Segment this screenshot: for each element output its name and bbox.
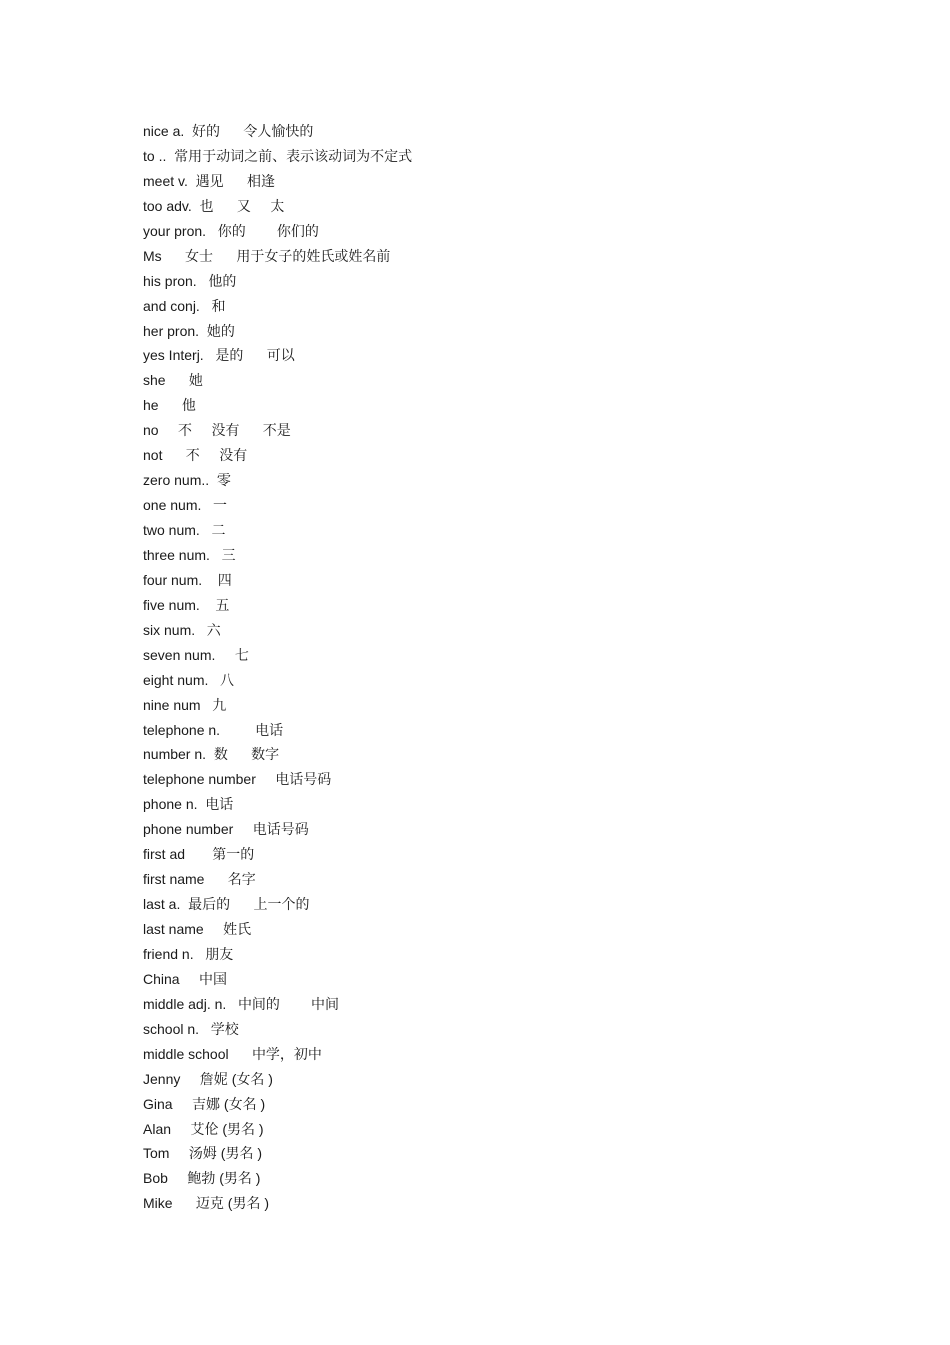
vocab-line: Tom 汤姆 (男名 ) bbox=[143, 1145, 262, 1162]
vocab-line: middle school 中学，初中 bbox=[143, 1045, 322, 1062]
vocab-line: last name 姓氏 bbox=[143, 921, 252, 937]
vocab-line: Jenny 詹妮 (女名 ) bbox=[143, 1070, 273, 1087]
vocab-line: no 不 没有 不是 bbox=[143, 422, 291, 439]
vocab-line: five num. 五 bbox=[143, 596, 230, 613]
vocab-line: telephone n. 电话 bbox=[143, 721, 284, 738]
vocab-line: eight num. 八 bbox=[143, 671, 235, 688]
vocab-line: your pron. 你的 你们的 bbox=[143, 222, 319, 239]
vocab-line: friend n. 朋友 bbox=[143, 945, 234, 962]
vocab-line: nine num 九 bbox=[143, 696, 227, 713]
vocab-line: Alan 艾伦 (男名 ) bbox=[143, 1120, 264, 1137]
vocab-line: Mike 迈克 (男名 ) bbox=[143, 1195, 269, 1212]
vocab-line: her pron. 她的 bbox=[143, 322, 235, 339]
vocab-line: not 不 没有 bbox=[143, 447, 248, 464]
vocab-line: one num. 一 bbox=[143, 497, 228, 514]
vocab-line: two num. 二 bbox=[143, 522, 226, 538]
vocab-line: first name 名字 bbox=[143, 871, 256, 888]
vocab-line: four num. 四 bbox=[143, 571, 232, 588]
vocab-line: six num. 六 bbox=[143, 621, 221, 638]
vocab-line: telephone number 电话号码 bbox=[143, 771, 332, 788]
vocab-line: too adv. 也 又 太 bbox=[143, 197, 285, 214]
vocab-line: middle adj. n. 中间的 中间 bbox=[143, 995, 340, 1012]
vocab-line: first ad 第一的 bbox=[143, 846, 255, 863]
vocab-line: number n. 数 数字 bbox=[143, 746, 280, 763]
vocab-line: and conj. 和 bbox=[143, 297, 226, 314]
vocab-line: last a. 最后的 上一个的 bbox=[143, 896, 310, 913]
vocab-line: meet v. 遇见 相逢 bbox=[143, 172, 275, 189]
vocab-line: zero num.. 零 bbox=[143, 472, 231, 489]
vocab-line: to .. 常用于动词之前、表示该动词为不定式 bbox=[143, 147, 413, 164]
vocab-line: school n. 学校 bbox=[143, 1020, 239, 1037]
vocab-line: three num. 三 bbox=[143, 546, 236, 563]
vocab-line: phone number 电话号码 bbox=[143, 821, 309, 838]
vocab-line: yes Interj. 是的 可以 bbox=[143, 347, 295, 364]
vocab-line: Bob 鲍勃 (男名 ) bbox=[143, 1170, 261, 1187]
vocabulary-list bbox=[143, 119, 412, 1216]
vocab-line: she 她 bbox=[143, 372, 203, 389]
vocab-line: nice a. 好的 令人愉快的 bbox=[143, 123, 314, 139]
vocab-line: his pron. 他的 bbox=[143, 272, 237, 289]
vocab-line: he 他 bbox=[143, 397, 196, 414]
vocab-line: phone n. 电话 bbox=[143, 796, 234, 813]
vocab-line: Ms 女士 用于女子的姓氏或姓名前 bbox=[143, 247, 391, 264]
vocab-line: Gina 吉娜 (女名 ) bbox=[143, 1095, 266, 1112]
vocab-line: China 中国 bbox=[143, 970, 228, 987]
vocab-line: seven num. 七 bbox=[143, 646, 249, 663]
